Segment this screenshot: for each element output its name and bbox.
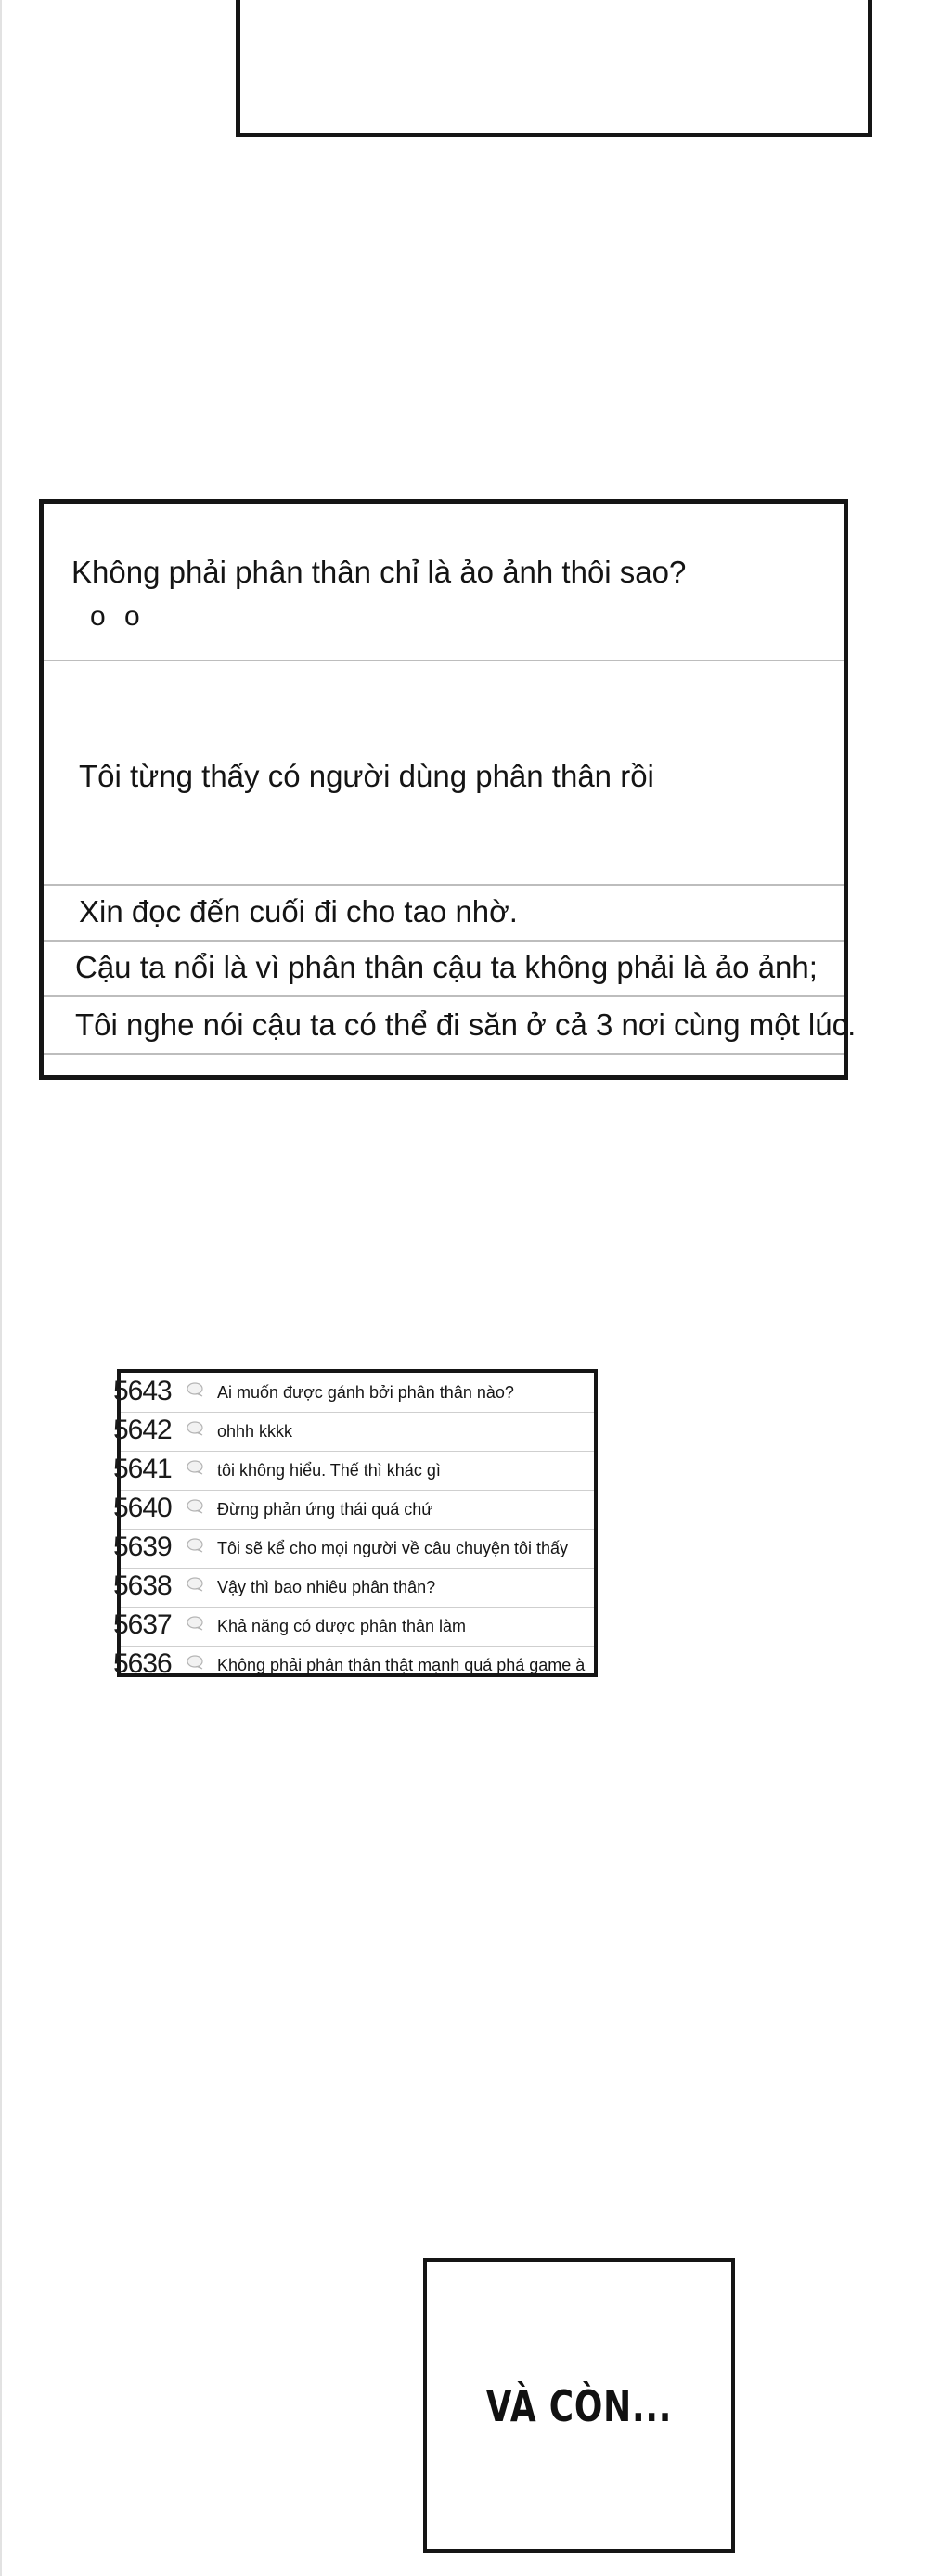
comment-text: ohhh kkkk	[217, 1422, 293, 1441]
comment-bubble-icon	[186, 1616, 204, 1631]
thread-divider	[44, 995, 844, 997]
thread-post-1-reaction: o o	[90, 601, 146, 632]
comment-text: Khả năng có được phân thân làm	[217, 1617, 467, 1635]
comment-number: 5642	[113, 1415, 172, 1445]
comment-row	[113, 1568, 594, 1608]
thread-post-3: Xin đọc đến cuối đi cho tao nhờ.	[79, 894, 518, 929]
forum-thread-panel	[39, 499, 857, 1080]
comment-row	[113, 1490, 594, 1530]
comment-number: 5637	[113, 1609, 172, 1640]
thread-post-4: Cậu ta nổi là vì phân thân cậu ta không phải là ảo ảnh;	[75, 950, 818, 984]
thread-divider	[44, 1053, 844, 1055]
comment-row	[113, 1607, 594, 1647]
comment-row	[113, 1412, 594, 1452]
comment-number: 5641	[113, 1454, 172, 1484]
comment-row	[113, 1646, 594, 1685]
thread-post-5: Tôi nghe nói cậu ta có thể đi săn ở cả 3 nơi cùng một lúc.	[75, 1007, 857, 1042]
comment-row	[113, 1451, 594, 1491]
thread-divider	[44, 940, 844, 942]
comment-number: 5643	[113, 1376, 172, 1406]
thread-post-1: Không phải phân thân chỉ là ảo ảnh thôi sao?	[71, 555, 687, 589]
final-caption-text: VÀ CÒN...	[485, 2381, 673, 2431]
comment-row	[113, 1373, 594, 1413]
comment-text: tôi không hiểu. Thế thì khác gì	[217, 1461, 441, 1480]
comment-text: Tôi sẽ kể cho mọi người về câu chuyện tôi thấy	[217, 1539, 569, 1557]
comment-bubble-icon	[186, 1538, 204, 1553]
comment-text: Ai muốn được gánh bởi phân thân nào?	[217, 1383, 514, 1402]
final-caption-panel	[423, 2258, 735, 2553]
comment-bubble-icon	[186, 1460, 204, 1475]
comment-bubble-icon	[186, 1421, 204, 1436]
comment-text: Không phải phân thân thật mạnh quá phá game à	[217, 1656, 586, 1674]
comment-row	[113, 1529, 594, 1569]
comment-number: 5640	[113, 1493, 172, 1523]
comment-number: 5638	[113, 1570, 172, 1601]
comment-list-panel	[113, 1369, 598, 1679]
thread-divider	[44, 884, 844, 886]
thread-post-2: Tôi từng thấy có người dùng phân thân rồi	[79, 759, 654, 793]
comment-bubble-icon	[186, 1499, 204, 1514]
page-edge-line	[0, 0, 2, 2576]
comment-number: 5639	[113, 1532, 172, 1562]
comment-bubble-icon	[186, 1655, 204, 1670]
comment-text: Vậy thì bao nhiêu phân thân?	[217, 1578, 436, 1596]
comment-bubble-icon	[186, 1577, 204, 1592]
thread-divider	[44, 660, 844, 661]
comment-bubble-icon	[186, 1382, 204, 1397]
empty-panel-top	[236, 0, 872, 137]
comment-number: 5636	[113, 1648, 172, 1679]
comment-text: Đừng phản ứng thái quá chứ	[217, 1500, 433, 1519]
